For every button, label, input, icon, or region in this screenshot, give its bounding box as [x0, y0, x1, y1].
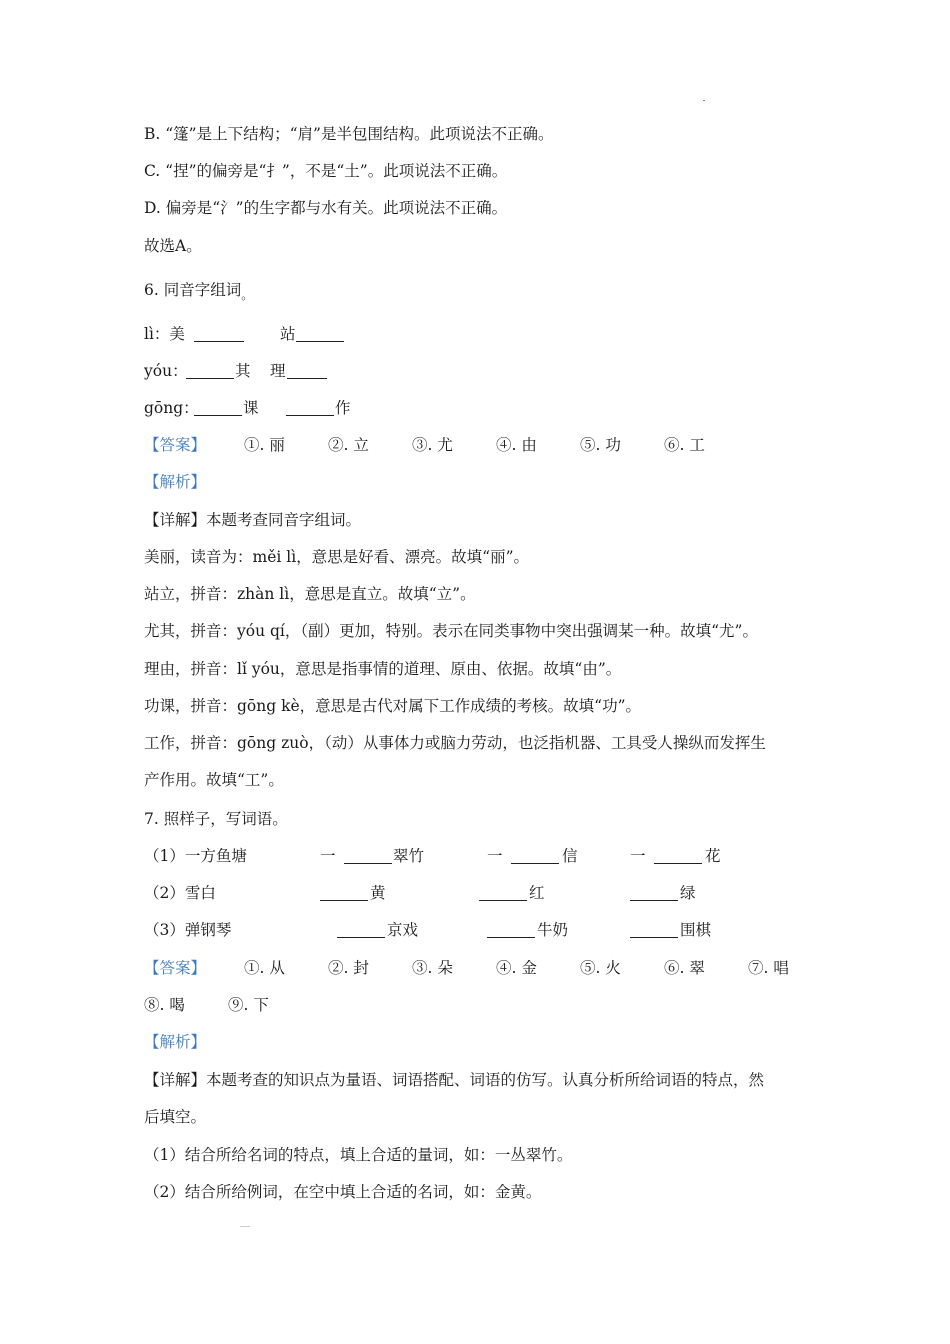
q7-hint: （1）结合所给名词的特点，填上合适的量词，如：一丛翠竹。	[144, 1146, 573, 1164]
answer-item: ①. 从	[244, 959, 285, 977]
blank[interactable]	[287, 362, 327, 379]
blank[interactable]	[194, 325, 244, 342]
answer-item: ⑧. 喝	[144, 996, 185, 1014]
analysis-tag: 【解析】	[144, 1033, 207, 1051]
q6-li-item2: 站	[280, 325, 296, 343]
word: 京戏	[387, 921, 419, 939]
word: 信	[562, 847, 578, 865]
word: 翠竹	[393, 847, 425, 865]
answer-item: ⑦. 唱	[748, 959, 789, 977]
word: 围棋	[680, 921, 712, 939]
q6-explanation-line: 尤其，拼音：yóu qí，（副）更加，特别。表示在同类事物中突出强调某一种。故填“尤”。	[144, 622, 758, 640]
word: 牛奶	[537, 921, 569, 939]
q6-title: 6. 同音字组词$_。$	[144, 281, 254, 302]
word: 花	[705, 847, 721, 865]
answer-item: ⑥. 工	[664, 436, 705, 454]
word: 红	[529, 884, 545, 902]
answer-tag: 【答案】	[144, 436, 207, 454]
word: 黄	[370, 884, 386, 902]
blank[interactable]	[320, 884, 368, 901]
option-d: D. 偏旁是“氵”的生字都与水有关。此项说法不正确。	[144, 199, 508, 217]
blank[interactable]	[630, 884, 678, 901]
q6-you-item1: 其	[235, 362, 251, 380]
blank[interactable]	[630, 921, 678, 938]
answer-item: ②. 封	[328, 959, 369, 977]
answer-item: ④. 金	[496, 959, 537, 977]
q7-detail: 【详解】本题考查的知识点为量语、词语搭配、词语的仿写。认真分析所给词语的特点，然	[144, 1071, 765, 1089]
q6-explanation-line: 功课，拼音：gōng kè，意思是古代对属下工作成绩的考核。故填“功”。	[144, 697, 642, 715]
word: 绿	[680, 884, 696, 902]
q6-li-label: lì：美	[144, 325, 185, 343]
blank[interactable]	[487, 921, 535, 938]
blank[interactable]	[479, 884, 527, 901]
blank[interactable]	[296, 325, 344, 342]
prefix-one: 一	[487, 847, 503, 865]
answer-item: ⑨. 下	[228, 996, 269, 1014]
q6-gong-label: gōng：	[144, 399, 199, 417]
q7-row2-label: （2）雪白	[144, 884, 216, 902]
answer-item: ③. 朵	[412, 959, 453, 977]
analysis-tag: 【解析】	[144, 473, 207, 491]
answer-item: ①. 丽	[244, 436, 285, 454]
prefix-one: 一	[320, 847, 336, 865]
q6-explanation-line: 理由，拼音：lǐ yóu，意思是指事情的道理、原由、依据。故填“由”。	[144, 660, 622, 678]
prefix-one: 一	[630, 847, 646, 865]
answer-item: ⑤. 功	[580, 436, 621, 454]
q6-explanation-line: 站立，拼音：zhàn lì，意思是直立。故填“立”。	[144, 585, 476, 603]
q6-you-item2: 理	[270, 362, 286, 380]
scan-dot	[703, 100, 705, 101]
q6-you-label: yóu：	[144, 362, 188, 380]
q6-explanation-line: 产作用。故填“工”。	[144, 771, 284, 789]
q6-explanation-line: 美丽，读音为：měi lì，意思是好看、漂亮。故填“丽”。	[144, 548, 530, 566]
answer-item: ③. 尤	[412, 436, 453, 454]
blank[interactable]	[511, 847, 559, 864]
option-c: C. “捏”的偏旁是“扌”，不是“土”。此项说法不正确。	[144, 162, 508, 180]
choose-answer: 故选A。	[144, 237, 202, 255]
blank[interactable]	[654, 847, 702, 864]
q6-explanation-line: 工作，拼音：gōng zuò，（动）从事体力或脑力劳动，也泛指机器、工具受人操纵而发挥生	[144, 734, 766, 752]
answer-tag: 【答案】	[144, 959, 207, 977]
scan-dot	[240, 1226, 250, 1227]
answer-item: ⑤. 火	[580, 959, 621, 977]
blank[interactable]	[194, 399, 242, 416]
answer-item: ⑥. 翠	[664, 959, 705, 977]
option-b: B. “篷”是上下结构；“肩”是半包围结构。此项说法不正确。	[144, 125, 554, 143]
q7-hint: （2）结合所给例词，在空中填上合适的名词，如：金黄。	[144, 1183, 542, 1201]
q6-gong-item2: 作	[335, 399, 351, 417]
q7-title: 7. 照样子，写词语。	[144, 810, 288, 828]
answer-item: ②. 立	[328, 436, 369, 454]
q6-gong-item1: 课	[243, 399, 259, 417]
q7-detail-cont: 后填空。	[144, 1108, 207, 1126]
q7-row3-label: （3）弹钢琴	[144, 921, 232, 939]
blank[interactable]	[337, 921, 385, 938]
blank[interactable]	[344, 847, 392, 864]
q6-detail: 【详解】本题考查同音字组词。	[144, 511, 362, 529]
q7-row1-label: （1）一方鱼塘	[144, 847, 247, 865]
answer-item: ④. 由	[496, 436, 537, 454]
blank[interactable]	[186, 362, 234, 379]
blank[interactable]	[286, 399, 334, 416]
